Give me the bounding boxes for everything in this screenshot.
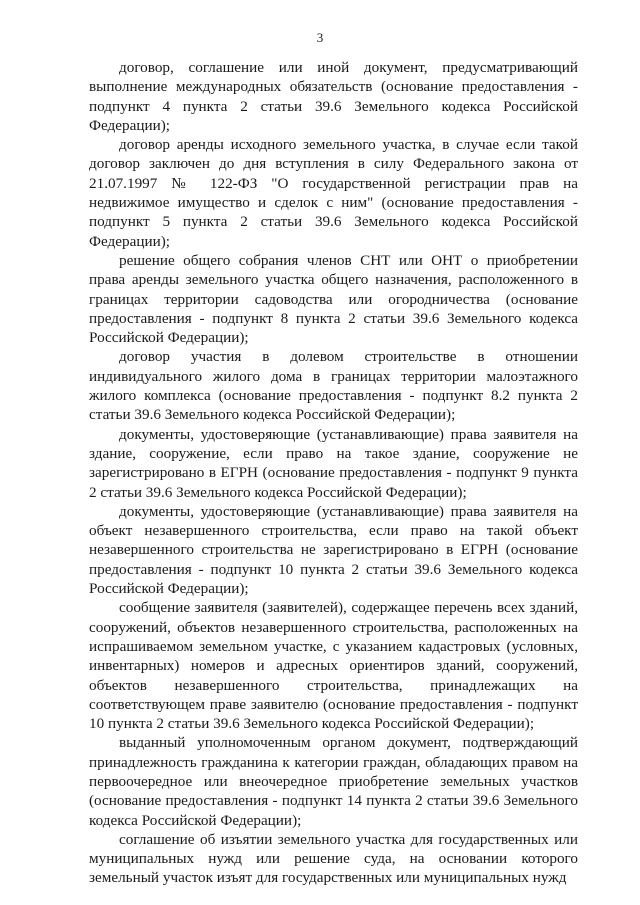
paragraph-6: документы, удостоверяющие (устанавливающие) права заявителя на объект незавершенного строительства, если право на такой объект незавершенного строительства не зарегистрировано в ЕГРН (основание предоставления - подпункт 10 пункта 2 статьи 39.6 Земельного кодекса Российской Федерации); [89,502,578,598]
paragraph-2: договор аренды исходного земельного участка, в случае если такой договор заключен до дня вступления в силу Федерального закона от 21.07.1997 № 122-ФЗ "О государственной регистрации прав на недвижимое имущество и сделок с ним" (основание предоставления - подпункт 5 пункта 2 статьи 39.6 Земельного кодекса Российской Федерации); [89,136,578,250]
paragraph-3: решение общего собрания членов СНТ или ОНТ о приобретении права аренды земельного участка общего назначения, расположенного в границах территории садоводства или огородничества (основание предоставления - подпункт 8 пункта 2 статьи 39.6 Земельного кодекса Российской Федерации); [89,251,578,347]
document-body [89,58,578,888]
paragraph-1: договор, соглашение или иной документ, предусматривающий выполнение международных обязательств (основание предоставления - подпункт 4 пункта 2 статьи 39.6 Земельного кодекса Российской Федерации); [89,59,578,134]
paragraph-4: договор участия в долевом строительстве в отношении индивидуального жилого дома в границах территории малоэтажного жилого комплекса (основание предоставления - подпункт 8.2 пункта 2 статьи 39.6 Земельного кодекса Российской Федерации); [89,348,578,424]
paragraph-8: выданный уполномоченным органом документ, подтверждающий принадлежность гражданина к категории граждан, обладающих правом на первоочередное или внеочередное приобретение земельных участков (основание предоставления - подпункт 14 пункта 2 статьи 39.6 Земельного кодекса Российской Федерации); [89,734,578,829]
page-number: 3 [316,30,324,45]
paragraph-9: соглашение об изъятии земельного участка для государственных или муниципальных нужд или решение суда, на основании которого земельный участок изъят для государственных или муниципальных нужд [89,830,578,887]
paragraph-5: документы, удостоверяющие (устанавливающие) права заявителя на здание, сооружение, если право на такое здание, сооружение не зарегистрировано в ЕГРН (основание предоставления - подпункт 9 пункта 2 статьи 39.6 Земельного кодекса Российской Федерации); [89,425,578,501]
paragraph-7: сообщение заявителя (заявителей), содержащее перечень всех зданий, сооружений, объектов незавершенного строительства, расположенных на испрашиваемом земельном участке, с указанием кадастровых (условных, инвентарных) номеров и адресных ориентиров зданий, сооружений, объектов незавершенного строительства, принадлежащих на соответствующем праве заявителю (основание предоставления - подпункт 10 пункта 2 статьи 39.6 Земельного кодекса Российской Федерации); [89,599,578,733]
